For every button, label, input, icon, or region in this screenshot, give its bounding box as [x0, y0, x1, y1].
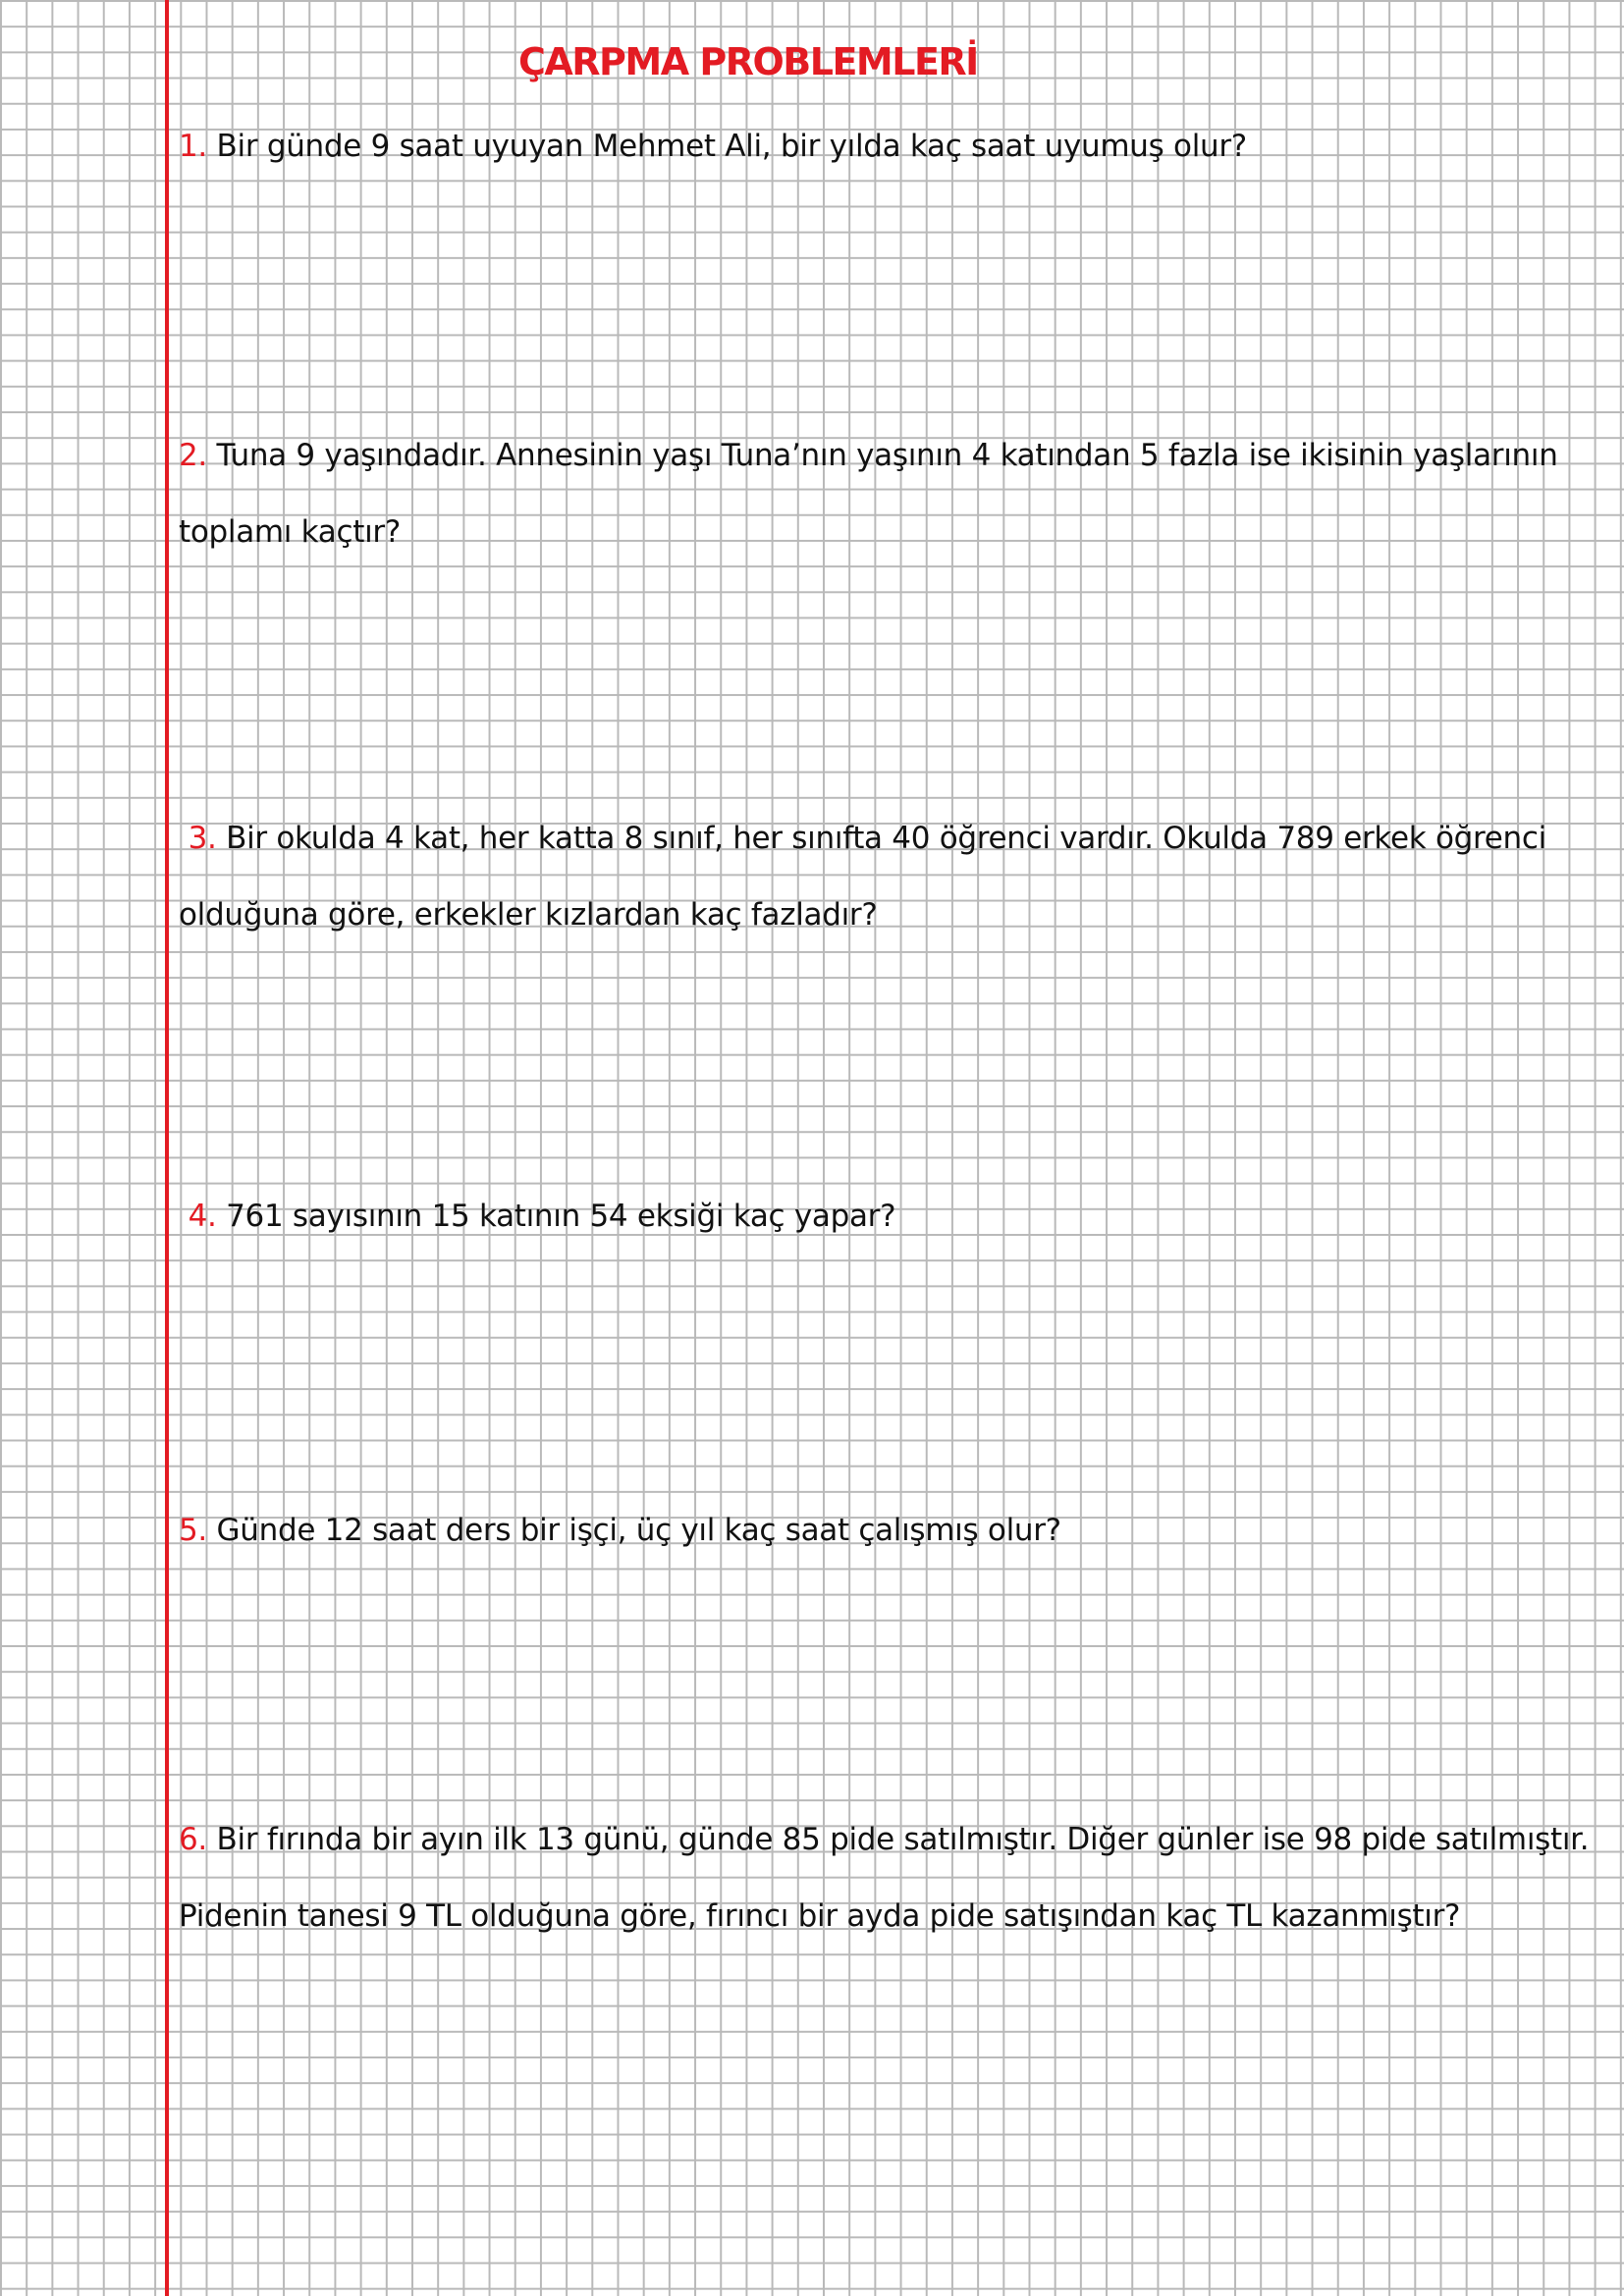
problem-3 — [179, 800, 1602, 953]
problem-1 — [179, 108, 1602, 185]
problem-4-line-1 — [179, 1178, 1602, 1255]
page-title: ÇARPMA PROBLEMLERİ — [518, 40, 978, 83]
problem-4 — [179, 1178, 1602, 1255]
problem-2 — [179, 417, 1602, 570]
problem-3-line-1 — [179, 800, 1602, 877]
problem-text: 761 sayısının 15 katının 54 eksiği kaç yapar? — [226, 1199, 896, 1234]
problem-text: Günde 12 saat ders bir işçi, üç yıl kaç saat çalışmış olur? — [216, 1513, 1061, 1548]
problem-6 — [179, 1801, 1602, 1954]
problem-6-line-1 — [179, 1801, 1602, 1878]
problem-text: Bir fırında bir ayın ilk 13 günü, günde 85 pide satılmıştır. Diğer günler ise 98 pide satılmıştır. — [216, 1822, 1590, 1857]
problem-number: 4. — [188, 1199, 217, 1234]
problem-5 — [179, 1492, 1602, 1569]
problem-text: Bir günde 9 saat uyuyan Mehmet Ali, bir yılda kaç saat uyumuş olur? — [216, 129, 1247, 164]
problem-text: Bir okulda 4 kat, her katta 8 sınıf, her sınıfta 40 öğrenci vardır. Okulda 789 erkek öğrenci — [226, 821, 1546, 856]
problem-number: 3. — [188, 821, 217, 856]
notebook-margin-line — [165, 0, 169, 2296]
problem-number: 2. — [179, 438, 207, 473]
problem-2-line-2: toplamı kaçtır? — [179, 514, 401, 550]
problem-3-line-2: olduğuna göre, erkekler kızlardan kaç fazladır? — [179, 897, 878, 933]
problem-text: Tuna 9 yaşındadır. Annesinin yaşı Tuna’nın yaşının 4 katından 5 fazla ise ikisinin yaşlarının — [216, 438, 1558, 473]
problem-5-line-1 — [179, 1492, 1602, 1569]
problem-number: 5. — [179, 1513, 207, 1548]
problem-1-line-1 — [179, 108, 1602, 185]
problem-number: 6. — [179, 1822, 207, 1857]
problem-6-line-2: Pidenin tanesi 9 TL olduğuna göre, fırıncı bir ayda pide satışından kaç TL kazanmıştır? — [179, 1898, 1461, 1934]
problem-number: 1. — [179, 129, 207, 164]
problem-2-line-1 — [179, 417, 1602, 494]
